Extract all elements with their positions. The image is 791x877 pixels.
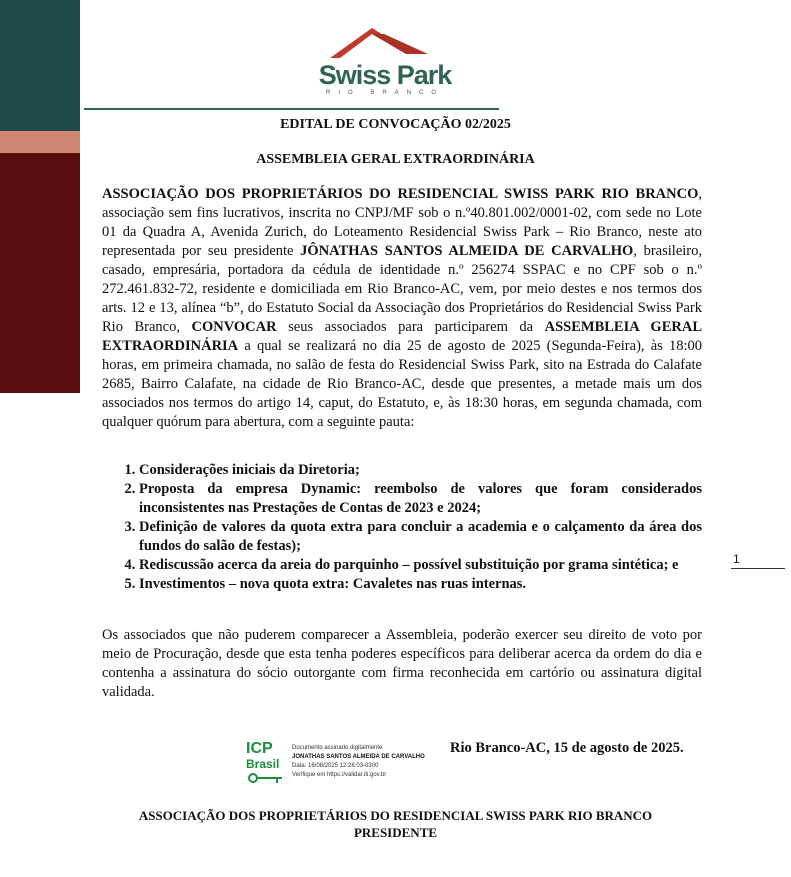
document-subtitle: ASSEMBLEIA GERAL EXTRAORDINÁRIA bbox=[256, 152, 535, 167]
convocation-paragraph bbox=[102, 185, 702, 432]
sig-signer-name: JONATHAS SANTOS ALMEIDA DE CARVALHO bbox=[292, 754, 425, 760]
header-rule bbox=[84, 108, 499, 110]
logo-tagline: RIO BRANCO bbox=[325, 90, 444, 96]
footer-association: ASSOCIAÇÃO DOS PROPRIETÁRIOS DO RESIDENCIAL SWISS PARK RIO BRANCO bbox=[138, 808, 653, 823]
agenda-item: 3. Definição de valores da quota extra para concluir a academia e o calçamento da área dos fundos do salão de festas); bbox=[139, 518, 702, 556]
footnote-number: 1 bbox=[733, 552, 740, 566]
decorative-bar-salmon bbox=[0, 131, 80, 153]
body-text-d: a qual se realizará no dia 25 de agosto de 2025 (Segunda-Feira), às 18:00 horas, em primeira chamada, no salão de festa do Residencial Swiss Park, sito na Estrada do Calafate 2685, Bairro Calafate, na cidade de Rio Branco-AC, desde que presentes, a metade mais um dos associados nos termos do artigo 14, caput, do Estatuto, e, às 18:30 horas, em segunda chamada, com qualquer quórum para abertura, com a seguinte pauta: bbox=[102, 338, 702, 430]
key-icon bbox=[248, 772, 284, 784]
logo-title: Swiss Park bbox=[318, 60, 452, 90]
agenda-list bbox=[102, 461, 702, 594]
agenda-item: 2. Proposta da empresa Dynamic: reembolso de valores que foram considerados inconsistentes nas Prestações de Contas de 2023 e 2024; bbox=[139, 480, 702, 518]
agenda-item: 5. Investimentos – nova quota extra: Cavaletes nas ruas internas. bbox=[139, 575, 702, 594]
roof-icon bbox=[310, 24, 460, 64]
document-title: EDITAL DE CONVOCAÇÃO 02/2025 bbox=[280, 117, 511, 132]
body-text-a: , associação sem fins lucrativos, inscrita no CNPJ/MF sob o n.º40.801.002/0001-02, com sede no Lote 01 da Quadra A, Avenida Zurich, do Loteamento Residencial Swiss Park – Rio Branco, neste ato representada por seu presidente bbox=[102, 186, 702, 259]
signature-details bbox=[292, 744, 425, 780]
decorative-bar-teal bbox=[0, 0, 80, 131]
icp-brasil-logo-text: Brasil bbox=[246, 757, 280, 771]
assoc-name: ASSOCIAÇÃO DOS PROPRIETÁRIOS DO RESIDENCIAL SWISS PARK RIO BRANCO bbox=[102, 186, 699, 202]
swiss-park-logo bbox=[310, 24, 460, 104]
sig-date-line: Data: 16/08/2025 12:28:03-0300 bbox=[292, 763, 379, 769]
decorative-bar-wine bbox=[0, 153, 80, 393]
body-text-c: seus associados para participarem da bbox=[276, 319, 545, 335]
place-and-date: Rio Branco-AC, 15 de agosto de 2025. bbox=[450, 740, 684, 756]
proxy-paragraph: Os associados que não puderem comparecer a Assembleia, poderão exercer seu direito de voto por meio de Procuração, desde que esta tenha poderes específicos para deliberar acerca da ordem do dia e contenha a assinatura do sócio outorgante com firma reconhecida em cartório ou assinatura digital validada. bbox=[102, 627, 702, 700]
agenda-item: 1. Considerações iniciais da Diretoria; bbox=[139, 461, 702, 480]
body-text-b: , brasileiro, casado, empresária, portadora da cédula de identidade n.º 256274 SSPAC e no CPF sob o n.º 272.461.832-72, residente e domiciliada em Rio Branco-AC, vem, por meio destes e nos termos dos arts. 12 e 13, alínea “b”, do Estatuto Social da Associação dos Proprietários do Residencial Swiss Park Rio Branco, bbox=[102, 243, 702, 335]
agenda-item: 4. Rediscussão acerca da areia do parquinho – possível substituição por grama sintética; e bbox=[139, 556, 702, 575]
president-name: JÔNATHAS SANTOS ALMEIDA DE CARVALHO bbox=[300, 243, 634, 259]
assembly-name: ASSEMBLEIA GERAL EXTRAORDINÁRIA bbox=[102, 319, 702, 354]
footer-role: PRESIDENTE bbox=[353, 825, 438, 840]
footnote-rule bbox=[731, 568, 785, 569]
sig-verify-line: Verifique em https://validar.iti.gov.br bbox=[292, 772, 387, 778]
icp-brasil-logo: ICP bbox=[246, 740, 273, 757]
sig-doc-line: Documento assinado digitalmente bbox=[292, 745, 383, 751]
convocar-word: CONVOCAR bbox=[191, 319, 277, 335]
digital-signature-stamp bbox=[244, 742, 454, 792]
